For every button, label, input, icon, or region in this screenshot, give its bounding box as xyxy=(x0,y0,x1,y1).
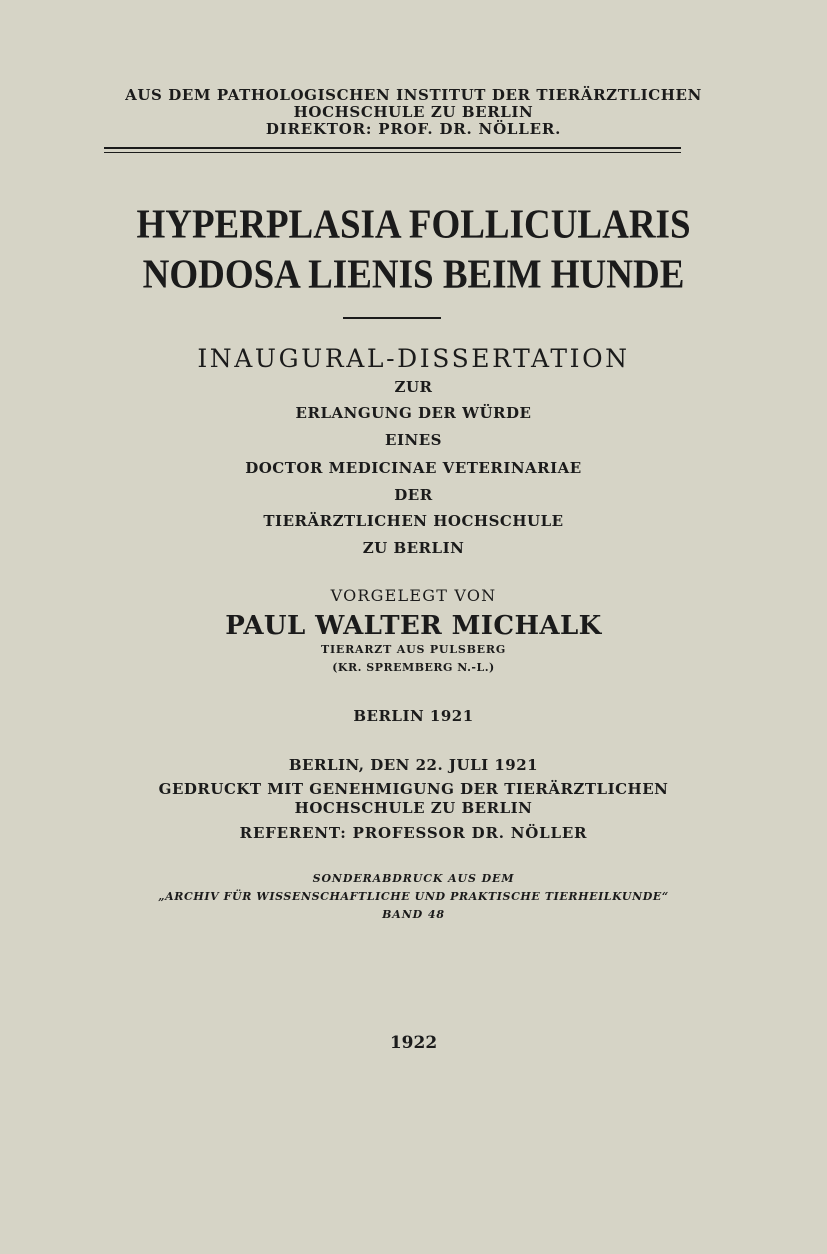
approval-permission-line-2: HOCHSCHULE ZU BERLIN xyxy=(294,799,533,817)
referent-line: REFERENT: PROFESSOR DR. NÖLLER xyxy=(239,824,588,842)
dissertation-heading: INAUGURAL-DISSERTATION xyxy=(197,344,630,373)
author-district: (KR. SPREMBERG N.-L.) xyxy=(332,661,495,674)
place-year: BERLIN 1921 xyxy=(353,707,474,725)
dissertation-line: DER xyxy=(394,486,433,504)
offprint-volume: BAND 48 xyxy=(382,908,445,921)
approval-date: BERLIN, DEN 22. JULI 1921 xyxy=(288,756,539,774)
approval-permission-line-1: GEDRUCKT MIT GENEHMIGUNG DER TIERÄRZTLICHEN xyxy=(158,780,669,798)
dissertation-line: ZU BERLIN xyxy=(362,539,465,557)
publication-year: 1922 xyxy=(389,1033,438,1053)
header-rule-top xyxy=(104,147,681,149)
header-institute-line: AUS DEM PATHOLOGISCHEN INSTITUT DER TIERÄRZTLICHEN xyxy=(125,86,702,104)
dissertation-line: DOCTOR MEDICINAE VETERINARIAE xyxy=(245,459,582,477)
author-name: PAUL WALTER MICHALK xyxy=(225,611,602,641)
header-director-line: DIREKTOR: PROF. DR. NÖLLER. xyxy=(265,120,562,138)
title-divider xyxy=(343,317,441,319)
dissertation-line: ZUR xyxy=(394,378,433,396)
presented-by: VORGELEGT VON xyxy=(330,586,497,605)
author-occupation: TIERARZT AUS PULSBERG xyxy=(320,643,507,656)
dissertation-line: EINES xyxy=(385,431,442,449)
offprint-journal-title: „ARCHIV FÜR WISSENSCHAFTLICHE UND PRAKTISCHE TIERHEILKUNDE“ xyxy=(158,890,669,903)
main-title-line-1: HYPERPLASIA FOLLICULARIS xyxy=(136,201,691,248)
header-institute-line-2: HOCHSCHULE ZU BERLIN xyxy=(293,103,534,121)
main-title-line-2: NODOSA LIENIS BEIM HUNDE xyxy=(142,251,685,298)
dissertation-line: ERLANGUNG DER WÜRDE xyxy=(295,404,532,422)
offprint-line-1: SONDERABDRUCK AUS DEM xyxy=(312,872,515,885)
dissertation-line: TIERÄRZTLICHEN HOCHSCHULE xyxy=(263,512,564,530)
header-rule-bottom xyxy=(104,152,681,153)
